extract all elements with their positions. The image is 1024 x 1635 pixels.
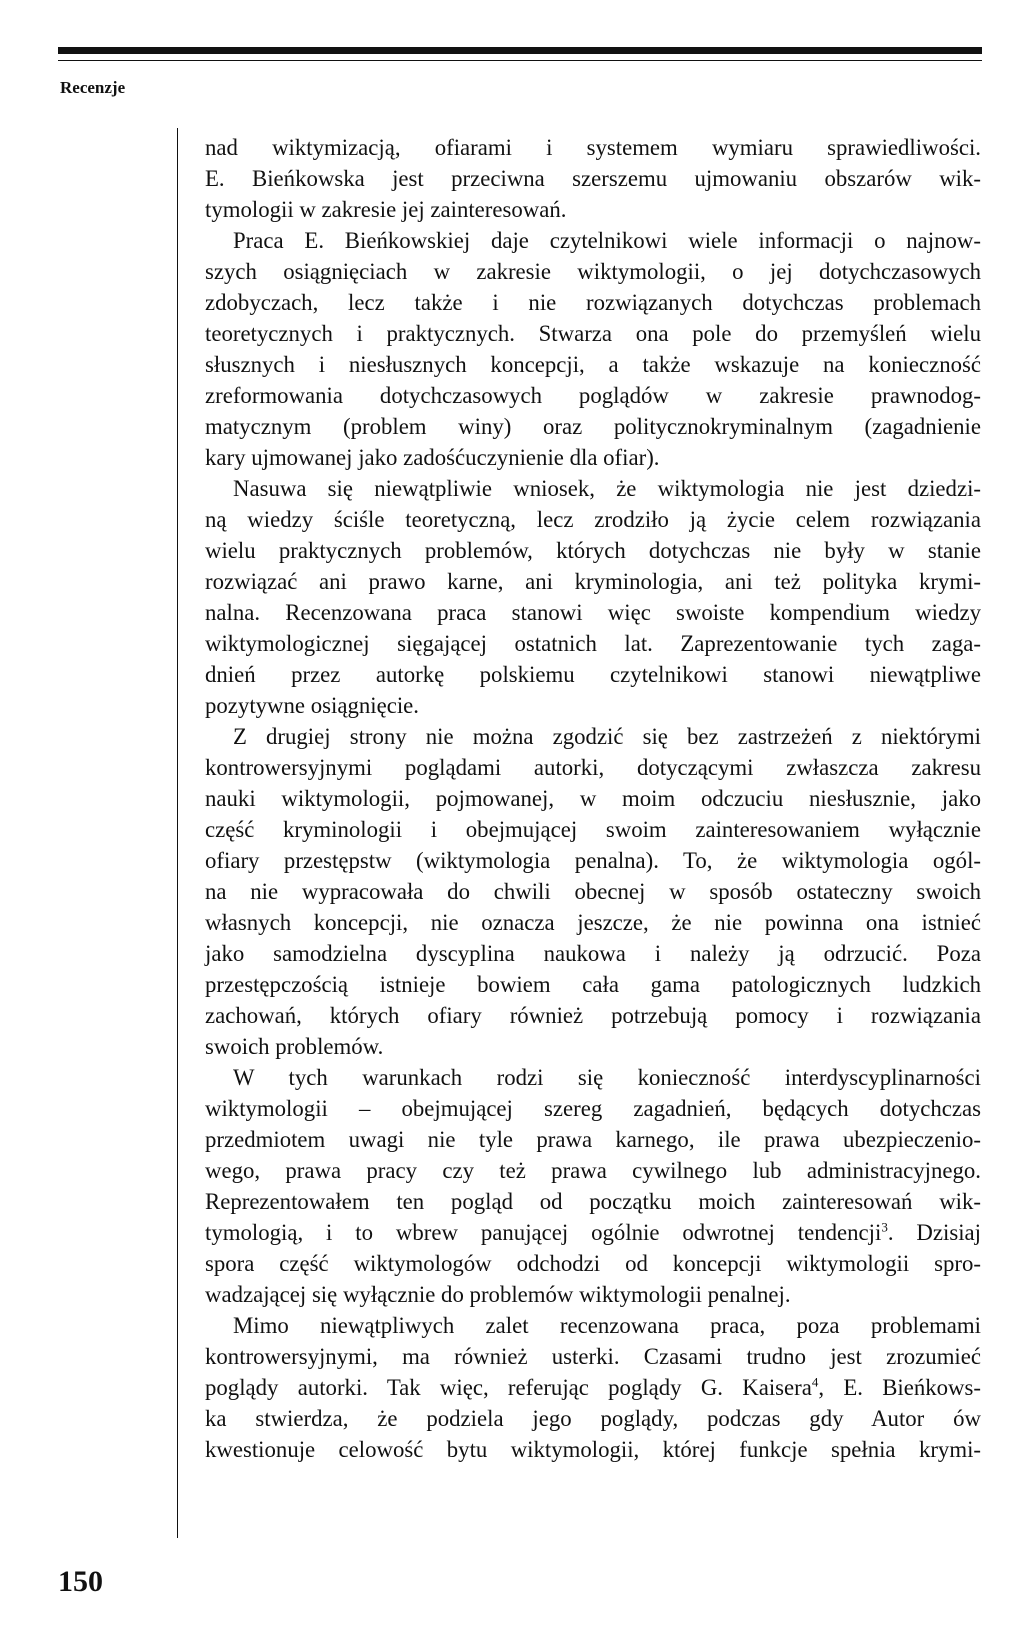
text-line: przestępczością istnieje bowiem cała gama patologicznych ludzkich (205, 972, 981, 997)
text-line: wiktymologii – obejmującej szereg zagadnień, będących dotychczas (205, 1096, 981, 1121)
section-title: Recenzje (60, 78, 126, 97)
text-line: swoich problemów. (205, 1034, 384, 1059)
text-line: zachowań, których ofiary również potrzebują pomocy i rozwiązania (205, 1003, 981, 1028)
paragraph-start-line: W tych warunkach rodzi się konieczność interdyscyplinarności (233, 1065, 981, 1090)
text-line: nad wiktymizacją, ofiarami i systemem wymiaru sprawiedliwości. (205, 135, 981, 160)
text-line: zdobyczach, lecz także i nie rozwiązanych dotychczas problemach (205, 290, 981, 315)
text-line: tymologii w zakresie jej zainteresowań. (205, 197, 567, 222)
text-line: ofiary przestępstw (wiktymologia penalna). To, że wiktymologia ogól- (205, 848, 981, 873)
article-body (205, 132, 981, 1465)
text-line: słusznych i niesłusznych koncepcji, a także wskazuje na konieczność (205, 352, 981, 377)
text-segment: tymologią, i to wbrew panującej ogólnie odwrotnej tendencji (205, 1220, 882, 1245)
paragraph-start-line: Praca E. Bieńkowskiej daje czytelnikowi wiele informacji o najnow- (233, 228, 981, 253)
text-line-with-footnote (205, 1372, 981, 1403)
text-line: część kryminologii i obejmującej swoim zainteresowaniem wyłącznie (205, 817, 981, 842)
text-line: na nie wypracowała do chwili obecnej w sposób ostateczny swoich (205, 879, 981, 904)
text-line: dnień przez autorkę polskiemu czytelnikowi stanowi niewątpliwe (205, 662, 981, 687)
text-line: E. Bieńkowska jest przeciwna szerszemu ujmowaniu obszarów wik- (205, 166, 981, 191)
text-line: ną wiedzy ściśle teoretyczną, lecz zrodziło ją życie celem rozwiązania (205, 507, 981, 532)
text-line: wadzającej się wyłącznie do problemów wiktymologii penalnej. (205, 1282, 791, 1307)
text-line: wego, prawa pracy czy też prawa cywilnego lub administracyjnego. (205, 1158, 981, 1183)
text-line: nauki wiktymologii, pojmowanej, w moim odczuciu niesłusznie, jako (205, 786, 981, 811)
text-segment: . Dzisiaj (887, 1220, 981, 1245)
page-number: 150 (58, 1565, 103, 1598)
paragraph-start-line: Mimo niewątpliwych zalet recenzowana praca, poza problemami (233, 1313, 981, 1338)
paragraph-start-line: Nasuwa się niewątpliwie wniosek, że wiktymologia nie jest dziedzi- (233, 476, 981, 501)
text-line: pozytywne osiągnięcie. (205, 693, 419, 718)
text-line: wiktymologicznej sięgającej ostatnich lat. Zaprezentowanie tych zaga- (205, 631, 981, 656)
text-line: Reprezentowałem ten pogląd od początku moich zainteresowań wik- (205, 1189, 981, 1214)
header-rule-thin (58, 60, 982, 61)
footnote-ref-4[interactable]: 4 (811, 1374, 819, 1390)
text-line: ka stwierdza, że podziela jego poglądy, podczas gdy Autor ów (205, 1406, 981, 1431)
footnote-ref-3[interactable]: 3 (881, 1219, 888, 1235)
text-line: kontrowersyjnymi, ma również usterki. Czasami trudno jest zrozumieć (205, 1344, 981, 1369)
text-line: nalna. Recenzowana praca stanowi więc swoiste kompendium wiedzy (205, 600, 981, 625)
text-line: matycznym (problem winy) oraz politycznokryminalnym (zagadnienie (205, 414, 981, 439)
text-line: jako samodzielna dyscyplina naukowa i należy ją odrzucić. Poza (205, 941, 981, 966)
text-line: szych osiągnięciach w zakresie wiktymologii, o jej dotychczasowych (205, 259, 981, 284)
text-line: spora część wiktymologów odchodzi od koncepcji wiktymologii spro- (205, 1251, 981, 1276)
text-line: kwestionuje celowość bytu wiktymologii, której funkcje spełnia krymi- (205, 1437, 981, 1462)
text-segment: poglądy autorki. Tak więc, referując poglądy G. Kaisera (205, 1375, 812, 1400)
text-segment: , E. Bieńkows- (818, 1375, 981, 1400)
text-line: teoretycznych i praktycznych. Stwarza ona pole do przemyśleń wielu (205, 321, 981, 346)
text-line: wielu praktycznych problemów, których dotychczas nie były w stanie (205, 538, 981, 563)
paragraph-start-line: Z drugiej strony nie można zgodzić się bez zastrzeżeń z niektórymi (233, 724, 981, 749)
text-line: własnych koncepcji, nie oznacza jeszcze, że nie powinna ona istnieć (205, 910, 981, 935)
text-line: zreformowania dotychczasowych poglądów w zakresie prawnodog- (205, 383, 981, 408)
text-line: przedmiotem uwagi nie tyle prawa karnego, ile prawa ubezpieczenio- (205, 1127, 981, 1152)
text-line-with-footnote (205, 1217, 981, 1248)
text-line: kontrowersyjnymi poglądami autorki, dotyczącymi zwłaszcza zakresu (205, 755, 981, 780)
margin-rule (177, 128, 178, 1538)
text-line: rozwiązać ani prawo karne, ani kryminologia, ani też polityka krymi- (205, 569, 981, 594)
header-rule-thick (58, 47, 982, 54)
text-line: kary ujmowanej jako zadośćuczynienie dla ofiar). (205, 445, 660, 470)
